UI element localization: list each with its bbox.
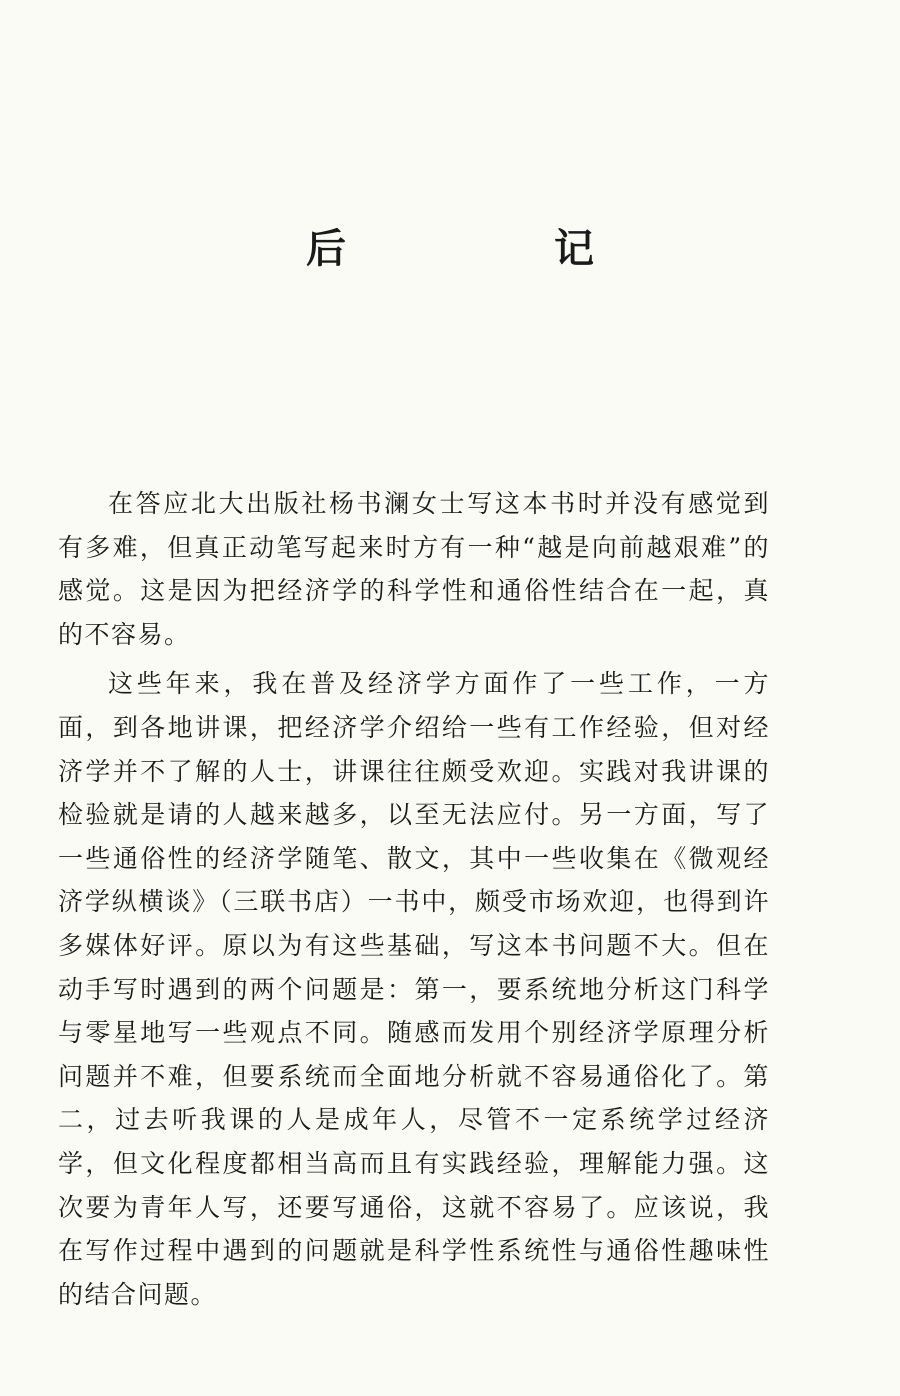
body-text xyxy=(58,482,770,1316)
paragraph-1: 在答应北大出版社杨书澜女士写这本书时并没有感觉到有多难，但真正动笔写起来时方有一种“越是向前越艰难”的感觉。这是因为把经济学的科学性和通俗性结合在一起，真的不容易。 xyxy=(58,489,770,649)
paragraph-2: 这些年来，我在普及经济学方面作了一些工作，一方面，到各地讲课，把经济学介绍给一些有工作经验，但对经济学并不了解的人士，讲课往往颇受欢迎。实践对我讲课的检验就是请的人越来越多，以至无法应付。另一方面，写了一些通俗性的经济学随笔、散文，其中一些收集在《微观经济学纵横谈》（三联书店）一书中，颇受市场欢迎，也得到许多媒体好评。原以为有这些基础，写这本书问题不大。但在动手写时遇到的两个问题是：第一，要系统地分析这门科学与零星地写一些观点不同。随感而发用个别经济学原理分析问题并不难，但要系统而全面地分析就不容易通俗化了。第二，过去听我课的人是成年人，尽管不一定系统学过经济学，但文化程度都相当高而且有实践经验，理解能力强。这次要为青年人写，还要写通俗，这就不容易了。应该说，我在写作过程中遇到的问题就是科学性系统性与通俗性趣味性的结合问题。 xyxy=(58,669,770,1309)
chapter-title: 后 记 xyxy=(306,226,678,272)
